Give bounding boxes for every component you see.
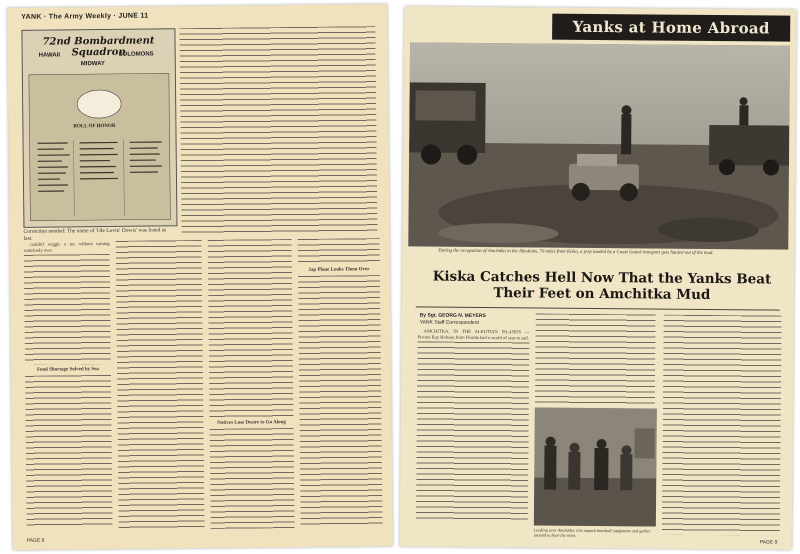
amchitka-jeep-photo — [408, 42, 790, 249]
insignia-island-solomons: SOLOMONS — [118, 51, 154, 58]
article-byline-title: YANK Staff Correspondent — [419, 319, 479, 326]
insignia-island-midway: MIDWAY — [80, 60, 105, 68]
left-page-header: YANK · The Army Weekly · JUNE 11 — [21, 12, 149, 21]
subhead-jap-plane: Jap Plane Looks Them Over — [308, 267, 370, 273]
article-lede: AMCHITKA, IN THE ALEUTIAN ISLANDS — Private Ray Hobson from Florida had a world of seas to sail. — [417, 328, 530, 340]
squadron-insignia-photo — [21, 28, 177, 228]
jeep-photo-caption: During the occupation of Amchitka in the Aleutians, 70 miles from Kiska, a jeep landed by a Coast Guard transport gets hauled out of the mud. — [438, 248, 714, 257]
left-page-column-2 — [116, 240, 205, 531]
right-magazine-page — [400, 6, 797, 549]
right-page-column-3 — [662, 315, 782, 536]
insignia-photo-caption: Correction needed: The name of 'Ole Lovin' Dowis' was listed as last. — [23, 227, 167, 242]
left-page-column-4 — [298, 238, 383, 529]
right-page-column-2 — [535, 313, 656, 404]
insignia-roll-title: ROLL OF HONOR — [73, 123, 116, 130]
left-page-column-top-right — [179, 26, 377, 234]
article-byline-name: By Sgt. GEORG N. MEYERS — [419, 312, 486, 320]
gis-scene — [534, 407, 657, 526]
insignia-title: 72nd Bombardment Squadron — [42, 35, 155, 59]
headline-rule — [416, 306, 780, 310]
left-magazine-page — [7, 4, 393, 550]
article-text-sample: couldn't wiggle a toe without turning somebody over. — [23, 240, 110, 253]
left-page-column-1 — [24, 241, 113, 532]
section-banner: Yanks at Home Abroad — [552, 14, 790, 42]
subhead-food-shortage: Food Shortage Solved by Sea — [36, 367, 99, 373]
gis-baseball-photo — [534, 407, 657, 526]
left-page-number: PAGE 8 — [26, 537, 45, 544]
right-page-number: PAGE 9 — [759, 539, 778, 546]
left-page-column-3 — [208, 239, 295, 530]
right-page-column-1 — [416, 328, 530, 537]
article-headline: Kiska Catches Hell Now That the Yanks Beat Their Feet on Amchitka Mud — [432, 268, 772, 303]
insignia-island-hawaii: HAWAII — [38, 52, 61, 59]
gis-photo-caption: Looking over Amchitka: GIs unpack baseball equipment and gather around to hear the news. — [533, 527, 651, 538]
subhead-natives: Natives Lose Desire to Go Along — [217, 420, 286, 426]
jeep-mud-scene — [408, 42, 790, 249]
